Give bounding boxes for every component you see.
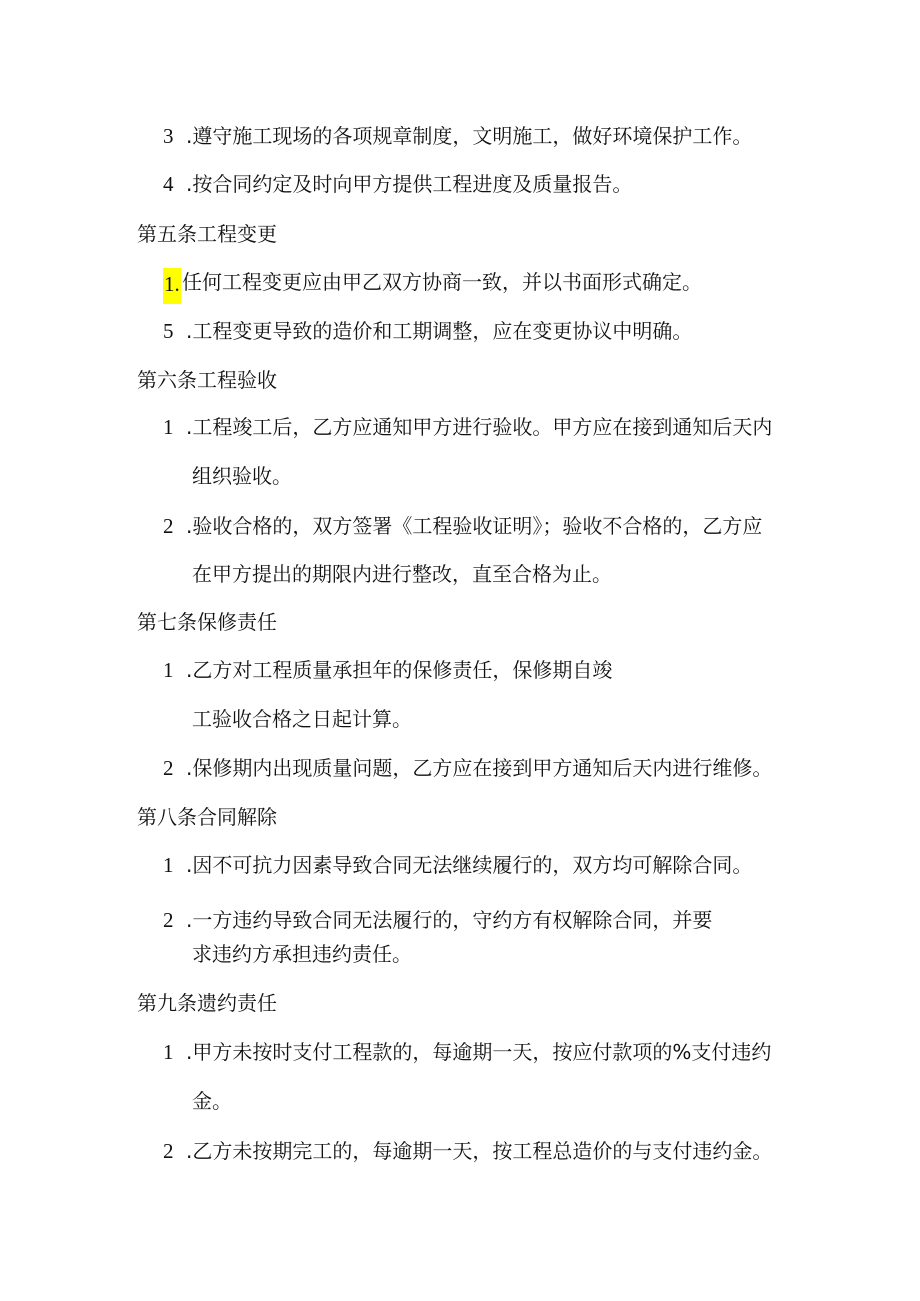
item-text: .工程变更导致的造价和工期调整，应在变更协议中明确。 [186,319,693,343]
item-text: .因不可抗力因素导致合同无法继续履行的，双方均可解除合同。 [186,853,753,877]
item-text: .遵守施工现场的各项规章制度，文明施工，做好环境保护工作。 [186,124,753,148]
highlighted-item-number: 1. [163,268,181,304]
item-number: 2 [163,1139,174,1163]
item-number: 5 [163,319,174,343]
item-number: 2 [163,756,174,780]
item-number: 1 [163,853,174,877]
item-text: 组织验收。 [192,464,292,488]
item-text: .乙方未按期完工的，每逾期一天，按工程总造价的与支付违约金。 [186,1139,773,1163]
section-heading-text: 第九条遗约责任 [137,991,277,1015]
section-heading-text: 第六条工程验收 [137,368,277,392]
section-heading-text: 第八条合同解除 [137,805,277,829]
section-heading-text: 第五条工程变更 [137,222,277,246]
item-text: .一方违约导致合同无法履行的，守约方有权解除合同，并要 [186,908,713,932]
item-number: 4 [163,172,174,196]
item-text: 工验收合格之日起计算。 [192,707,412,731]
item-text: .乙方对工程质量承担年的保修责任，保修期自竣 [186,658,613,682]
item-text: .按合同约定及时向甲方提供工程进度及质量报告。 [186,172,633,196]
item-number: 2 [163,514,174,538]
item-text: 在甲方提出的期限内进行整改，直至合格为止。 [192,562,612,586]
item-number: 2 [163,908,174,932]
item-text: .甲方未按时支付工程款的，每逾期一天，按应付款项的%支付违约 [186,1040,772,1064]
item-text: 任何工程变更应由甲乙双方协商一致，并以书面形式确定。 [182,270,702,294]
item-text: .验收合格的，双方签署《工程验收证明》；验收不合格的，乙方应 [186,514,763,538]
item-number: 3 [163,124,174,148]
item-number: 1 [163,415,174,439]
item-number: 1 [163,658,174,682]
item-text: .保修期内出现质量问题，乙方应在接到甲方通知后天内进行维修。 [186,756,773,780]
item-text: 金。 [192,1089,232,1113]
item-text: 求违约方承担违约责任。 [192,942,412,966]
section-heading-text: 第七条保修责任 [137,610,277,634]
item-text: .工程竣工后，乙方应通知甲方进行验收。甲方应在接到通知后天内 [186,415,773,439]
item-number: 1 [163,1040,174,1064]
